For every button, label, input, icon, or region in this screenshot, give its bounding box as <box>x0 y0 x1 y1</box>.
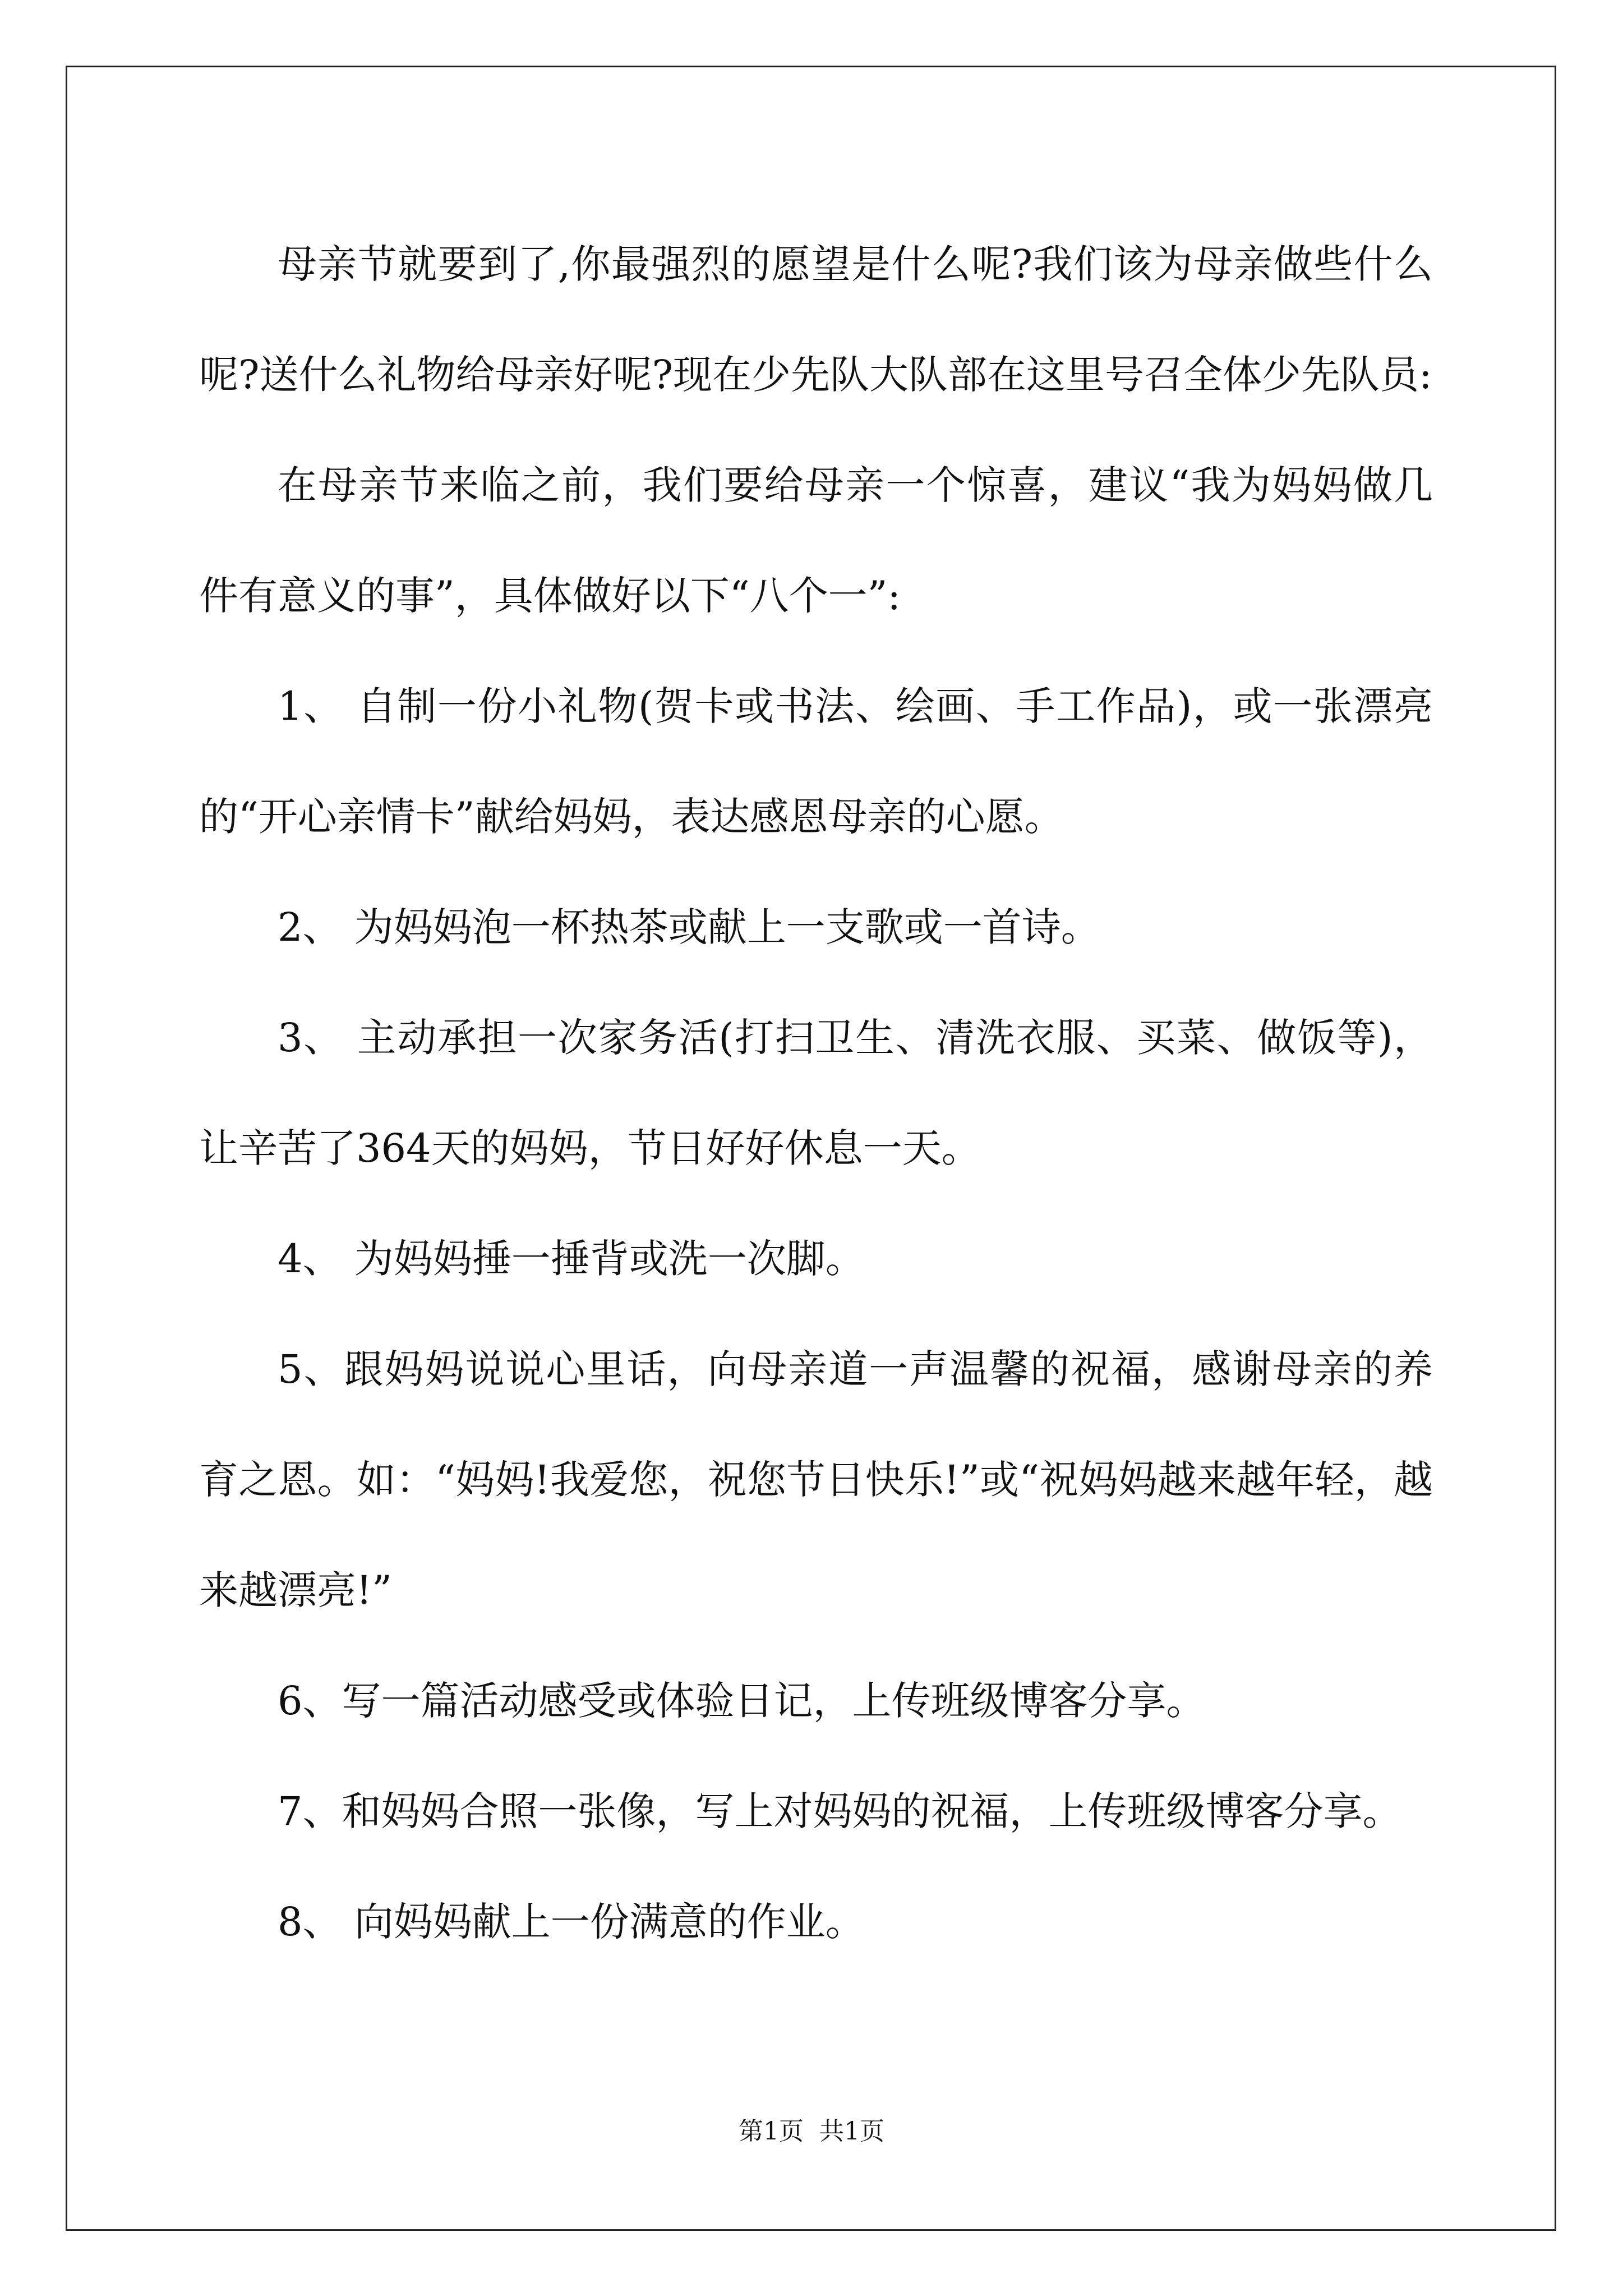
list-item-1: 1、 自制一份小礼物(贺卡或书法、绘画、手工作品)，或一张漂亮的“开心亲情卡”献给妈妈，表达感恩母亲的心愿。 <box>199 683 1433 840</box>
document-body <box>199 209 1433 1977</box>
list-item-6: 6、写一篇活动感受或体验日记，上传班级博客分享。 <box>278 1678 1206 1724</box>
list-item-8: 8、 向妈妈献上一份满意的作业。 <box>278 1899 865 1945</box>
paragraph-intro: 母亲节就要到了,你最强烈的愿望是什么呢?我们该为母亲做些什么呢?送什么礼物给母亲好呢?现在少先队大队部在这里号召全体少先队员: <box>199 241 1433 398</box>
list-item-5: 5、跟妈妈说说心里话，向母亲道一声温馨的祝福，感谢母亲的养育之恩。如：“妈妈!我爱您，祝您节日快乐!”或“祝妈妈越来越年轻，越来越漂亮!” <box>199 1346 1433 1613</box>
list-item-2: 2、 为妈妈泡一杯热茶或献上一支歌或一首诗。 <box>278 904 1100 950</box>
paragraph-proposal: 在母亲节来临之前，我们要给母亲一个惊喜，建议“我为妈妈做几件有意义的事”，具体做好以下“八个一”: <box>199 462 1433 619</box>
list-item-3: 3、 主动承担一次家务活(打扫卫生、清洗衣服、买菜、做饭等)，让辛苦了364天的妈妈，节日好好休息一天。 <box>199 1015 1433 1171</box>
list-item-7: 7、和妈妈合照一张像，写上对妈妈的祝福，上传班级博客分享。 <box>278 1788 1402 1834</box>
list-item-4: 4、 为妈妈捶一捶背或洗一次脚。 <box>278 1236 865 1282</box>
page-number-footer: 第1页 共1页 <box>739 2117 884 2146</box>
